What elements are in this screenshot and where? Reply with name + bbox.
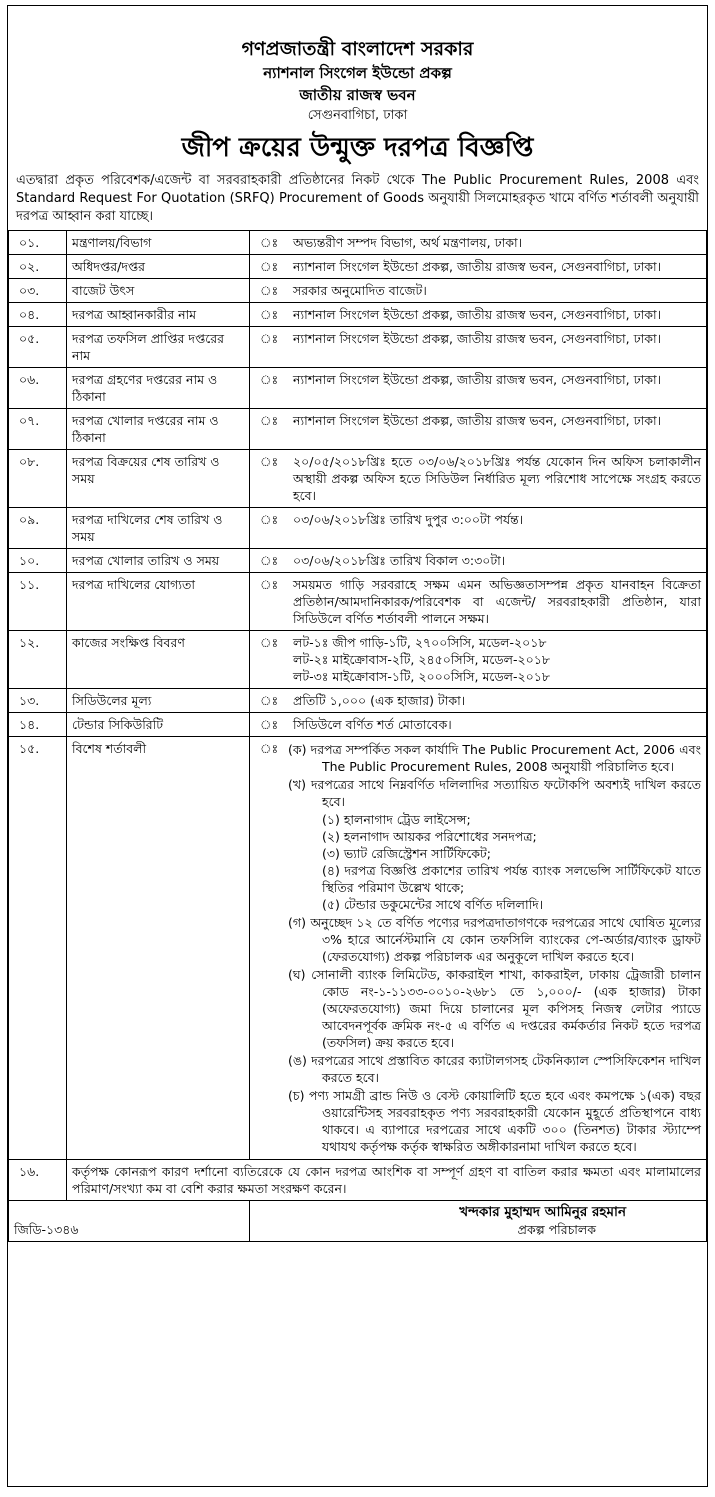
row-value: প্রতিটি ১,০০০ (এক হাজার) টাকা। xyxy=(288,689,707,713)
footer-row xyxy=(9,1201,707,1242)
lot-item: লট-২ঃ মাইক্রোবাস-২টি, ২৪৫০সিসি, মডেল-২০১৮ xyxy=(293,652,550,667)
row-number: ১০. xyxy=(9,549,67,573)
condition-cha: (চ) পণ্য সামগ্রী ব্রান্ড নিউ ও বেস্ট কোয়ালিটি হতে হবে এবং কমপক্ষে ১(এক) বছর ওয়ারেন্টিসহ সরবরাহকৃত পণ্য সরবরাহকারী যেকোন মুহূর্তে প্রতিস্থাপনে বাধ্য থাকবে। এ ব্যাপারে দরপত্রের সাথে একটি ৩০০ (তিনশত) টাকার স্ট্যাম্পে যথাযথ কর্তৃপক্ষ কর্তৃক স্বাক্ষরিত অঙ্গীকারনামা দাখিল করতে হবে। xyxy=(288,1088,701,1154)
row-colon: ঃ xyxy=(250,573,289,631)
row-number: ০৯. xyxy=(9,508,67,549)
tender-table xyxy=(8,230,707,1242)
table-row xyxy=(9,508,707,549)
row-label: সিডিউলের মূল্য xyxy=(67,689,250,713)
row-number: ১৫. xyxy=(9,737,67,1160)
row-number: ০৫. xyxy=(9,327,67,368)
row-colon: ঃ xyxy=(250,689,289,713)
row-number: ১৩. xyxy=(9,689,67,713)
row-value: ন্যাশনাল সিংগেল ইউন্ডো প্রকল্প, জাতীয় রাজস্ব ভবন, সেগুনবাগিচা, ঢাকা। xyxy=(288,255,707,279)
row-number: ১৬. xyxy=(9,1160,67,1201)
table-row xyxy=(9,450,707,508)
row-colon: ঃ xyxy=(250,631,289,689)
row-colon: ঃ xyxy=(250,508,289,549)
table-row xyxy=(9,713,707,737)
document-item: (২) হলনাগাদ আয়কর পরিশোধের সনদপত্র; xyxy=(322,829,537,844)
table-row xyxy=(9,631,707,689)
row-number: ১১. xyxy=(9,573,67,631)
row-label: দরপত্র দাখিলের শেষ তারিখ ও সময় xyxy=(67,508,250,549)
document-item: (৩) ভ্যাট রেজিস্ট্রেশন সার্টিফিকেট; xyxy=(322,846,492,861)
signature-block xyxy=(250,1201,707,1242)
row-colon: ঃ xyxy=(250,303,289,327)
table-row xyxy=(9,549,707,573)
row-number: ১৪. xyxy=(9,713,67,737)
row-colon: ঃ xyxy=(250,713,289,737)
lot-list xyxy=(288,631,707,689)
condition-ga: (গ) অনুচ্ছেদ ১২ তে বর্ণিত পণ্যের দরপত্রদাতাগণকে দরপত্রের সাথে ঘোষিত মূল্যের ৩% হারে আর্নেস্টমানি যে কোন তফসিলি ব্যাংকের পে-অর্ডার/ব্যাংক ড্রাফট (ফেরতযোগ্য) প্রকল্প পরিচালক এর অনুকূলে দাখিল করতে হবে। xyxy=(288,915,701,964)
table-row xyxy=(9,737,707,1160)
row-number: ১২. xyxy=(9,631,67,689)
special-conditions xyxy=(288,737,707,1160)
table-row xyxy=(9,231,707,255)
row-value: অভ্যন্তরীণ সম্পদ বিভাগ, অর্থ মন্ত্রণালয়, ঢাকা। xyxy=(288,231,707,255)
table-row xyxy=(9,409,707,450)
condition-gha: (ঘ) সোনালী ব্যাংক লিমিটেড, কাকরাইল শাখা, কাকরাইল, ঢাকায় ট্রেজারী চালান কোড নং-১-১১৩৩-০০১০-২৬৮১ তে ১,০০০/- (এক হাজার) টাকা (অফেরতযোগ্য) জমা দিয়ে চালানের মূল কপিসহ নিজস্ব লেটার প্যাডে আবেদনপূর্বক ক্রমিক নং-৫ এ বর্ণিত এ দপ্তরের কর্মকর্তার নিকট হতে দরপত্র (তফসিল) ক্রয় করতে হবে। xyxy=(288,967,701,1050)
row-colon: ঃ xyxy=(250,327,289,368)
row-number: ০৩. xyxy=(9,279,67,303)
table-row xyxy=(9,689,707,713)
row-value: সরকার অনুমোদিত বাজেট। xyxy=(288,279,707,303)
lot-item: লট-১ঃ জীপ গাড়ি-১টি, ২৭০০সিসি, মডেল-২০১৮ xyxy=(293,635,547,650)
row-colon: ঃ xyxy=(250,255,289,279)
row-label: কাজের সংক্ষিপ্ত বিবরণ xyxy=(67,631,250,689)
notice-title: জীপ ক্রয়ের উন্মুক্ত দরপত্র বিজ্ঞপ্তি xyxy=(181,133,534,163)
govt-name: গণপ্রজাতন্ত্রী বাংলাদেশ সরকার xyxy=(241,38,474,60)
row-label: দরপত্র বিক্রয়ের শেষ তারিখ ও সময় xyxy=(67,450,250,508)
document-item: (১) হালনাগাদ ট্রেড লাইসেন্স; xyxy=(322,812,471,827)
row-value: সময়মত গাড়ি সরবরাহে সক্ষম এমন অভিজ্ঞতাসম্পন্ন প্রকৃত যানবাহন বিক্রেতা প্রতিষ্ঠান/আমদানিকারক/পরিবেশক বা এজেন্ট/ সরবরাহকারী প্রতিষ্ঠান, যারা সিডিউলে বর্ণিত শর্তাবলী পালনে সক্ষম। xyxy=(288,573,707,631)
row-number: ০৭. xyxy=(9,409,67,450)
office-name: জাতীয় রাজস্ব ভবন xyxy=(299,86,416,104)
row-number: ০৮. xyxy=(9,450,67,508)
office-address: সেগুনবাগিচা, ঢাকা xyxy=(307,108,408,123)
row-colon: ঃ xyxy=(250,279,289,303)
signatory-title: প্রকল্প পরিচালক xyxy=(517,1222,596,1237)
row-value: ন্যাশনাল সিংগেল ইউন্ডো প্রকল্প, জাতীয় রাজস্ব ভবন, সেগুনবাগিচা, ঢাকা। xyxy=(288,327,707,368)
condition-umo: (ঙ) দরপত্রের সাথে প্রস্তাবিত কারের ক্যাটালগসহ টেকনিক্যাল স্পেসিফিকেশন দাখিল করতে হবে। xyxy=(288,1053,701,1085)
row-label: বিশেষ শর্তাবলী xyxy=(67,737,250,1160)
row-number: ০১. xyxy=(9,231,67,255)
document-item: (৫) টেন্ডার ডকুমেন্টের সাথে বর্ণিত দলিলাদি। xyxy=(322,897,544,912)
row-label: টেন্ডার সিকিউরিটি xyxy=(67,713,250,737)
row-label: দরপত্র খোলার তারিখ ও সময় xyxy=(67,549,250,573)
row-label: দরপত্র গ্রহণের দপ্তরের নাম ও ঠিকানা xyxy=(67,368,250,409)
row-label: দরপত্র খোলার দপ্তরের নাম ও ঠিকানা xyxy=(67,409,250,450)
lot-item: লট-৩ঃ মাইক্রোবাস-১টি, ২০০০সিসি, মডেল-২০১৮ xyxy=(293,669,550,684)
condition-ka: (ক) দরপত্র সম্পর্কিত সকল কার্যাদি The Public Procurement Act, 2006 এবং The Public Procurement Rules, 2008 অনুযায়ী পরিচালিত হবে। xyxy=(288,742,701,774)
table-row xyxy=(9,327,707,368)
row-label: দরপত্র দাখিলের যোগ্যতা xyxy=(67,573,250,631)
row-colon: ঃ xyxy=(250,737,289,1160)
row-colon: ঃ xyxy=(250,549,289,573)
table-row xyxy=(9,303,707,327)
authority-clause: কর্তৃপক্ষ কোনরূপ কারণ দর্শানো ব্যতিরেকে যে কোন দরপত্র আংশিক বা সম্পূর্ণ গ্রহণ বা বাতিল করার ক্ষমতা এবং মালামালের পরিমাণ/সংখ্যা কম বা বেশি করার ক্ষমতা সংরক্ষণ করেন। xyxy=(67,1160,707,1201)
row-value: ন্যাশনাল সিংগেল ইউন্ডো প্রকল্প, জাতীয় রাজস্ব ভবন, সেগুনবাগিচা, ঢাকা। xyxy=(288,303,707,327)
header xyxy=(8,6,707,166)
project-name: ন্যাশনাল সিংগেল ইউন্ডো প্রকল্প xyxy=(263,64,452,82)
row-value: ২০/০৫/২০১৮খ্রিঃ হতে ০৩/০৬/২০১৮খ্রিঃ পর্যন্ত যেকোন দিন অফিস চলাকালীন অস্থায়ী প্রকল্প অফিস হতে সিডিউল নির্ধারিত মূল্য পরিশোধ সাপেক্ষে সংগ্রহ করতে হবে। xyxy=(288,450,707,508)
table-row xyxy=(9,1160,707,1201)
row-label: বাজেট উৎস xyxy=(67,279,250,303)
condition-kha: (খ) দরপত্রের সাথে নিম্নবর্ণিত দলিলাদির সত্যায়িত ফটোকপি অবশ্যই দাখিল করতে হবে। xyxy=(288,777,701,809)
row-colon: ঃ xyxy=(250,409,289,450)
gd-number: জিডি-১৩৪৬ xyxy=(9,1201,250,1242)
signatory-name: খন্দকার মুহাম্মদ আমিনুর রহমান xyxy=(459,1204,626,1220)
row-colon: ঃ xyxy=(250,231,289,255)
row-value: ন্যাশনাল সিংগেল ইউন্ডো প্রকল্প, জাতীয় রাজস্ব ভবন, সেগুনবাগিচা, ঢাকা। xyxy=(288,409,707,450)
tender-notice xyxy=(7,5,708,1487)
row-number: ০৪. xyxy=(9,303,67,327)
row-value: ন্যাশনাল সিংগেল ইউন্ডো প্রকল্প, জাতীয় রাজস্ব ভবন, সেগুনবাগিচা, ঢাকা। xyxy=(288,368,707,409)
row-label: দরপত্র আহ্বানকারীর নাম xyxy=(67,303,250,327)
row-value: ০৩/০৬/২০১৮খ্রিঃ তারিখ বিকাল ৩:৩০টা। xyxy=(288,549,707,573)
row-number: ০২. xyxy=(9,255,67,279)
table-row xyxy=(9,368,707,409)
table-row xyxy=(9,279,707,303)
row-number: ০৬. xyxy=(9,368,67,409)
intro-paragraph: এতদ্বারা প্রকৃত পরিবেশক/এজেন্ট বা সরবরাহকারী প্রতিষ্ঠানের নিকট থেকে The Public Procurement Rules, 2008 এবং Standard Request For Quotation (SRFQ) Procurement of Goods অনুযায়ী সিলমোহরকৃত খামে বর্ণিত শর্তাবলী অনুযায়ী দরপত্র আহ্বান করা যাচ্ছে। xyxy=(16,173,699,224)
row-label: দরপত্র তফসিল প্রাপ্তির দপ্তরের নাম xyxy=(67,327,250,368)
row-colon: ঃ xyxy=(250,450,289,508)
row-label: অধিদপ্তর/দপ্তর xyxy=(67,255,250,279)
row-colon: ঃ xyxy=(250,368,289,409)
table-row xyxy=(9,255,707,279)
row-value: সিডিউলে বর্ণিত শর্ত মোতাবেক। xyxy=(288,713,707,737)
table-row xyxy=(9,573,707,631)
document-item: (৪) দরপত্র বিজ্ঞপ্তি প্রকাশের তারিখ পর্যন্ত ব্যাংক সলভেন্সি সার্টিফিকেট যাতে স্থিতির পরিমাণ উল্লেখ থাকে; xyxy=(322,863,701,895)
row-value: ০৩/০৬/২০১৮খ্রিঃ তারিখ দুপুর ৩:০০টা পর্যন্ত। xyxy=(288,508,707,549)
row-label: মন্ত্রণালয়/বিভাগ xyxy=(67,231,250,255)
